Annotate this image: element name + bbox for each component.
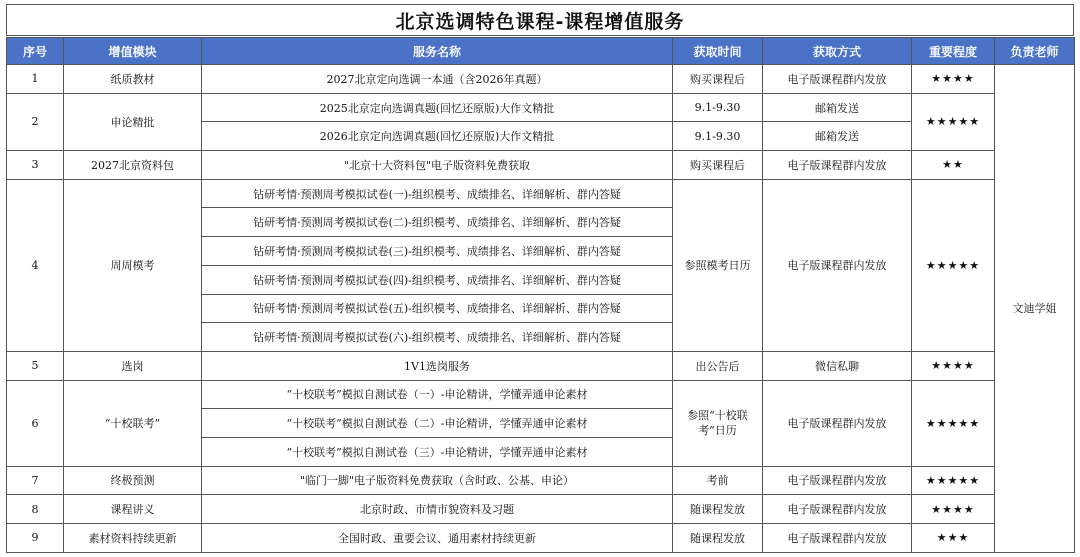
- row-service: 钻研考情·预测周考模拟试卷(一)-组织模考、成绩排名、详细解析、群内答疑: [202, 179, 673, 208]
- page-title: 北京选调特色课程-课程增值服务: [6, 4, 1074, 36]
- row-service: 2025北京定向选调真题(回忆还原版)大作文精批: [202, 93, 673, 122]
- row-time: 购买课程后: [673, 65, 763, 94]
- row-service: "临门一脚"电子版资料免费获取（含时政、公基、申论）: [202, 466, 673, 495]
- row-service: "北京十大资料包"电子版资料免费获取: [202, 151, 673, 180]
- row-time: 9.1-9.30: [673, 122, 763, 151]
- row-time: 出公告后: [673, 351, 763, 380]
- row-no: 5: [7, 351, 64, 380]
- row-service: 全国时政、重要会议、通用素材持续更新: [202, 524, 673, 553]
- table-row: [7, 380, 1075, 409]
- row-time: 考前: [673, 466, 763, 495]
- service-table: [6, 37, 1075, 553]
- importance-stars: ★★★★★: [912, 179, 995, 351]
- importance-stars: ★★: [912, 151, 995, 180]
- importance-stars: ★★★★★: [912, 380, 995, 466]
- row-module: 申论精批: [64, 93, 202, 150]
- row-method: 邮箱发送: [763, 93, 912, 122]
- table-row: [7, 466, 1075, 495]
- row-service: 钻研考情·预测周考模拟试卷(六)-组织模考、成绩排名、详细解析、群内答疑: [202, 323, 673, 352]
- table-row: [7, 495, 1075, 524]
- row-service: 钻研考情·预测周考模拟试卷(二)-组织模考、成绩排名、详细解析、群内答疑: [202, 208, 673, 237]
- row-no: 2: [7, 93, 64, 150]
- row-service: 钻研考情·预测周考模拟试卷(五)-组织模考、成绩排名、详细解析、群内答疑: [202, 294, 673, 323]
- row-method: 电子版课程群内发放: [763, 524, 912, 553]
- importance-stars: ★★★★: [912, 351, 995, 380]
- row-method: 电子版课程群内发放: [763, 65, 912, 94]
- row-module: “十校联考”: [64, 380, 202, 466]
- row-no: 1: [7, 65, 64, 94]
- header-importance: 重要程度: [912, 38, 995, 65]
- table-row: [7, 524, 1075, 553]
- row-no: 7: [7, 466, 64, 495]
- row-module: 素材资料持续更新: [64, 524, 202, 553]
- row-service: “十校联考”模拟自测试卷（二）-申论精讲，学懂弄通申论素材: [202, 409, 673, 438]
- row-time: 参照“十校联考”日历: [673, 380, 763, 466]
- row-time: 参照模考日历: [673, 179, 763, 351]
- row-method: 微信私聊: [763, 351, 912, 380]
- table-row: [7, 151, 1075, 180]
- row-module: 选岗: [64, 351, 202, 380]
- header-service: 服务名称: [202, 38, 673, 65]
- importance-stars: ★★★★★: [912, 466, 995, 495]
- row-no: 6: [7, 380, 64, 466]
- table-header-row: [7, 38, 1075, 65]
- row-service: 北京时政、市情市貌资料及习题: [202, 495, 673, 524]
- row-no: 9: [7, 524, 64, 553]
- row-no: 4: [7, 179, 64, 351]
- row-service: “十校联考”模拟自测试卷（三）-申论精讲，学懂弄通申论素材: [202, 437, 673, 466]
- row-method: 邮箱发送: [763, 122, 912, 151]
- row-method: 电子版课程群内发放: [763, 151, 912, 180]
- header-no: 序号: [7, 38, 64, 65]
- row-method: 电子版课程群内发放: [763, 380, 912, 466]
- row-service: “十校联考”模拟自测试卷（一）-申论精讲，学懂弄通申论素材: [202, 380, 673, 409]
- header-teacher: 负责老师: [995, 38, 1075, 65]
- header-time: 获取时间: [673, 38, 763, 65]
- row-method: 电子版课程群内发放: [763, 179, 912, 351]
- importance-stars: ★★★: [912, 524, 995, 553]
- importance-stars: ★★★★: [912, 495, 995, 524]
- header-method: 获取方式: [763, 38, 912, 65]
- row-method: 电子版课程群内发放: [763, 466, 912, 495]
- header-module: 增值模块: [64, 38, 202, 65]
- row-method: 电子版课程群内发放: [763, 495, 912, 524]
- row-service: 钻研考情·预测周考模拟试卷(三)-组织模考、成绩排名、详细解析、群内答疑: [202, 237, 673, 266]
- row-time: 随课程发放: [673, 524, 763, 553]
- teacher-cell: 文迪学姐: [995, 65, 1075, 553]
- row-module: 2027北京资料包: [64, 151, 202, 180]
- table-row: [7, 93, 1075, 122]
- row-module: 课程讲义: [64, 495, 202, 524]
- row-time: 购买课程后: [673, 151, 763, 180]
- table-row: [7, 179, 1075, 208]
- row-time: 随课程发放: [673, 495, 763, 524]
- row-module: 纸质教材: [64, 65, 202, 94]
- row-service: 1V1选岗服务: [202, 351, 673, 380]
- row-service: 钻研考情·预测周考模拟试卷(四)-组织模考、成绩排名、详细解析、群内答疑: [202, 265, 673, 294]
- row-module: 终极预测: [64, 466, 202, 495]
- importance-stars: ★★★★★: [912, 93, 995, 150]
- row-service: 2026北京定向选调真题(回忆还原版)大作文精批: [202, 122, 673, 151]
- row-no: 3: [7, 151, 64, 180]
- row-module: 周周模考: [64, 179, 202, 351]
- row-no: 8: [7, 495, 64, 524]
- row-time: 9.1-9.30: [673, 93, 763, 122]
- importance-stars: ★★★★: [912, 65, 995, 94]
- table-row: [7, 65, 1075, 94]
- row-service: 2027北京定向选调一本通（含2026年真题）: [202, 65, 673, 94]
- table-row: [7, 351, 1075, 380]
